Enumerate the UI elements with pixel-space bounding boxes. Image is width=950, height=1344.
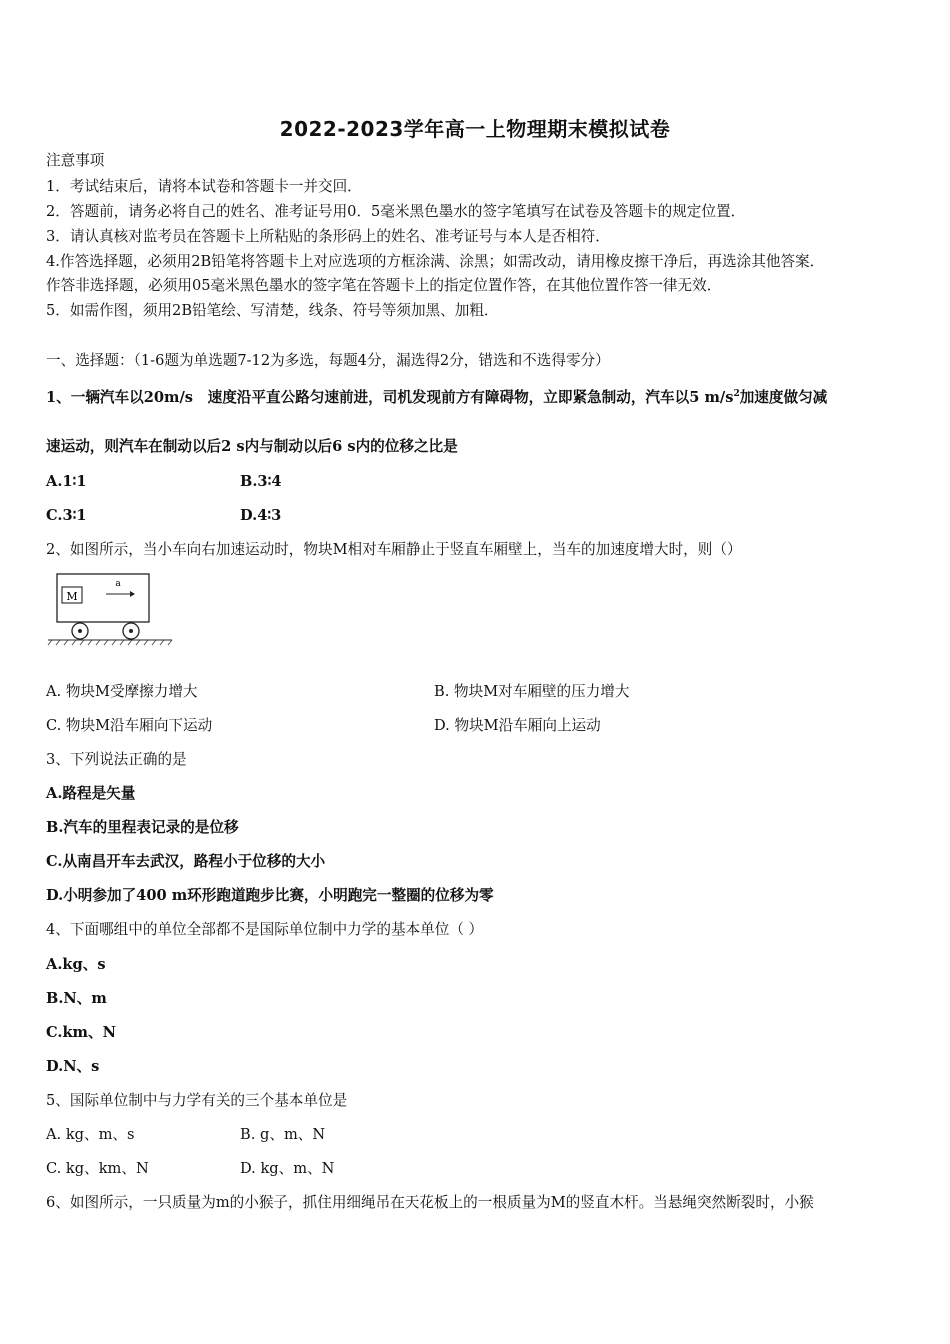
notice-item: 4.作答选择题，必须用2B铅笔将答题卡上对应选项的方框涂满、涂黑；如需改动，请用橡皮擦干净后，再选涂其他答案． bbox=[46, 253, 825, 270]
cart-figure bbox=[44, 570, 176, 646]
option-c: C. 物块M沿车厢向下运动 bbox=[46, 717, 213, 734]
question-1-stem bbox=[46, 388, 827, 408]
axle-right bbox=[129, 629, 133, 633]
option-c: C.3∶1 bbox=[46, 507, 87, 524]
option-b: B. 物块M对车厢壁的压力增大 bbox=[434, 683, 630, 700]
block-label: M bbox=[66, 590, 78, 603]
notice-item: 作答非选择题，必须用05毫米黑色墨水的签字笔在答题卡上的指定位置作答，在其他位置作答一律无效． bbox=[46, 277, 722, 294]
option-a: A. kg、m、s bbox=[46, 1126, 135, 1143]
page-title: 2022-2023学年高一上物理期末模拟试卷 bbox=[279, 117, 671, 141]
option-b: B.3∶4 bbox=[240, 473, 282, 490]
option-d: D. 物块M沿车厢向上运动 bbox=[434, 717, 601, 734]
option-b: B.N、m bbox=[46, 990, 107, 1007]
option-c: C.km、N bbox=[46, 1024, 116, 1041]
arrow-label: a bbox=[115, 579, 121, 589]
question-4-stem: 4、下面哪组中的单位全部都不是国际单位制中力学的基本单位（ ） bbox=[46, 921, 484, 938]
option-b: B. g、m、N bbox=[240, 1126, 326, 1143]
arrow-head-icon bbox=[130, 591, 135, 597]
question-1-stem-line2: 速运动，则汽车在制动以后2 s内与制动以后6 s内的位移之比是 bbox=[46, 438, 458, 455]
option-a: A.1∶1 bbox=[46, 473, 87, 490]
question-2-stem: 2、如图所示，当小车向右加速运动时，物块M相对车厢静止于竖直车厢壁上，当车的加速度增大时，则（） bbox=[46, 541, 742, 558]
option-a: A. 物块M受摩擦力增大 bbox=[46, 683, 198, 700]
axle-left bbox=[78, 629, 82, 633]
notice-item: 3．请认真核对监考员在答题卡上所粘贴的条形码上的姓名、准考证号与本人是否相符． bbox=[46, 228, 610, 245]
option-d: D.小明参加了400 m环形跑道跑步比赛，小明跑完一整圈的位移为零 bbox=[46, 887, 494, 904]
option-d: D.4∶3 bbox=[240, 507, 282, 524]
notice-item: 1．考试结束后，请将本试卷和答题卡一并交回． bbox=[46, 178, 362, 195]
question-1-stem-part: 1、一辆汽车以20m/s 速度沿平直公路匀速前进，司机发现前方有障碍物，立即紧急制动，汽车以5 m/s bbox=[46, 389, 734, 406]
ground-hatch bbox=[48, 640, 172, 645]
question-5-stem: 5、国际单位制中与力学有关的三个基本单位是 bbox=[46, 1092, 348, 1109]
notice-heading: 注意事项 bbox=[46, 152, 105, 169]
option-a: A.kg、s bbox=[46, 956, 106, 973]
option-d: D.N、s bbox=[46, 1058, 100, 1075]
option-d: D. kg、m、N bbox=[240, 1160, 335, 1177]
option-a: A.路程是矢量 bbox=[46, 785, 136, 802]
option-c: C.从南昌开车去武汉，路程小于位移的大小 bbox=[46, 853, 326, 870]
notice-item: 2．答题前，请务必将自己的姓名、准考证号用0．5毫米黑色墨水的签字笔填写在试卷及答题卡的规定位置． bbox=[46, 203, 746, 220]
question-3-stem: 3、下列说法正确的是 bbox=[46, 751, 187, 768]
option-c: C. kg、km、N bbox=[46, 1160, 149, 1177]
section-heading: 一、选择题：（1-6题为单选题7-12为多选，每题4分，漏选得2分，错选和不选得零分） bbox=[46, 352, 610, 369]
option-b: B.汽车的里程表记录的是位移 bbox=[46, 819, 239, 836]
notice-item: 5．如需作图，须用2B铅笔绘、写清楚，线条、符号等须加黑、加粗． bbox=[46, 302, 499, 319]
superscript: 2 bbox=[733, 389, 740, 399]
question-1-stem-part: 加速度做匀减 bbox=[739, 389, 828, 406]
question-6-stem: 6、如图所示，一只质量为m的小猴子，抓住用细绳吊在天花板上的一根质量为M的竖直木杆。当悬绳突然断裂时，小猴 bbox=[46, 1194, 814, 1211]
